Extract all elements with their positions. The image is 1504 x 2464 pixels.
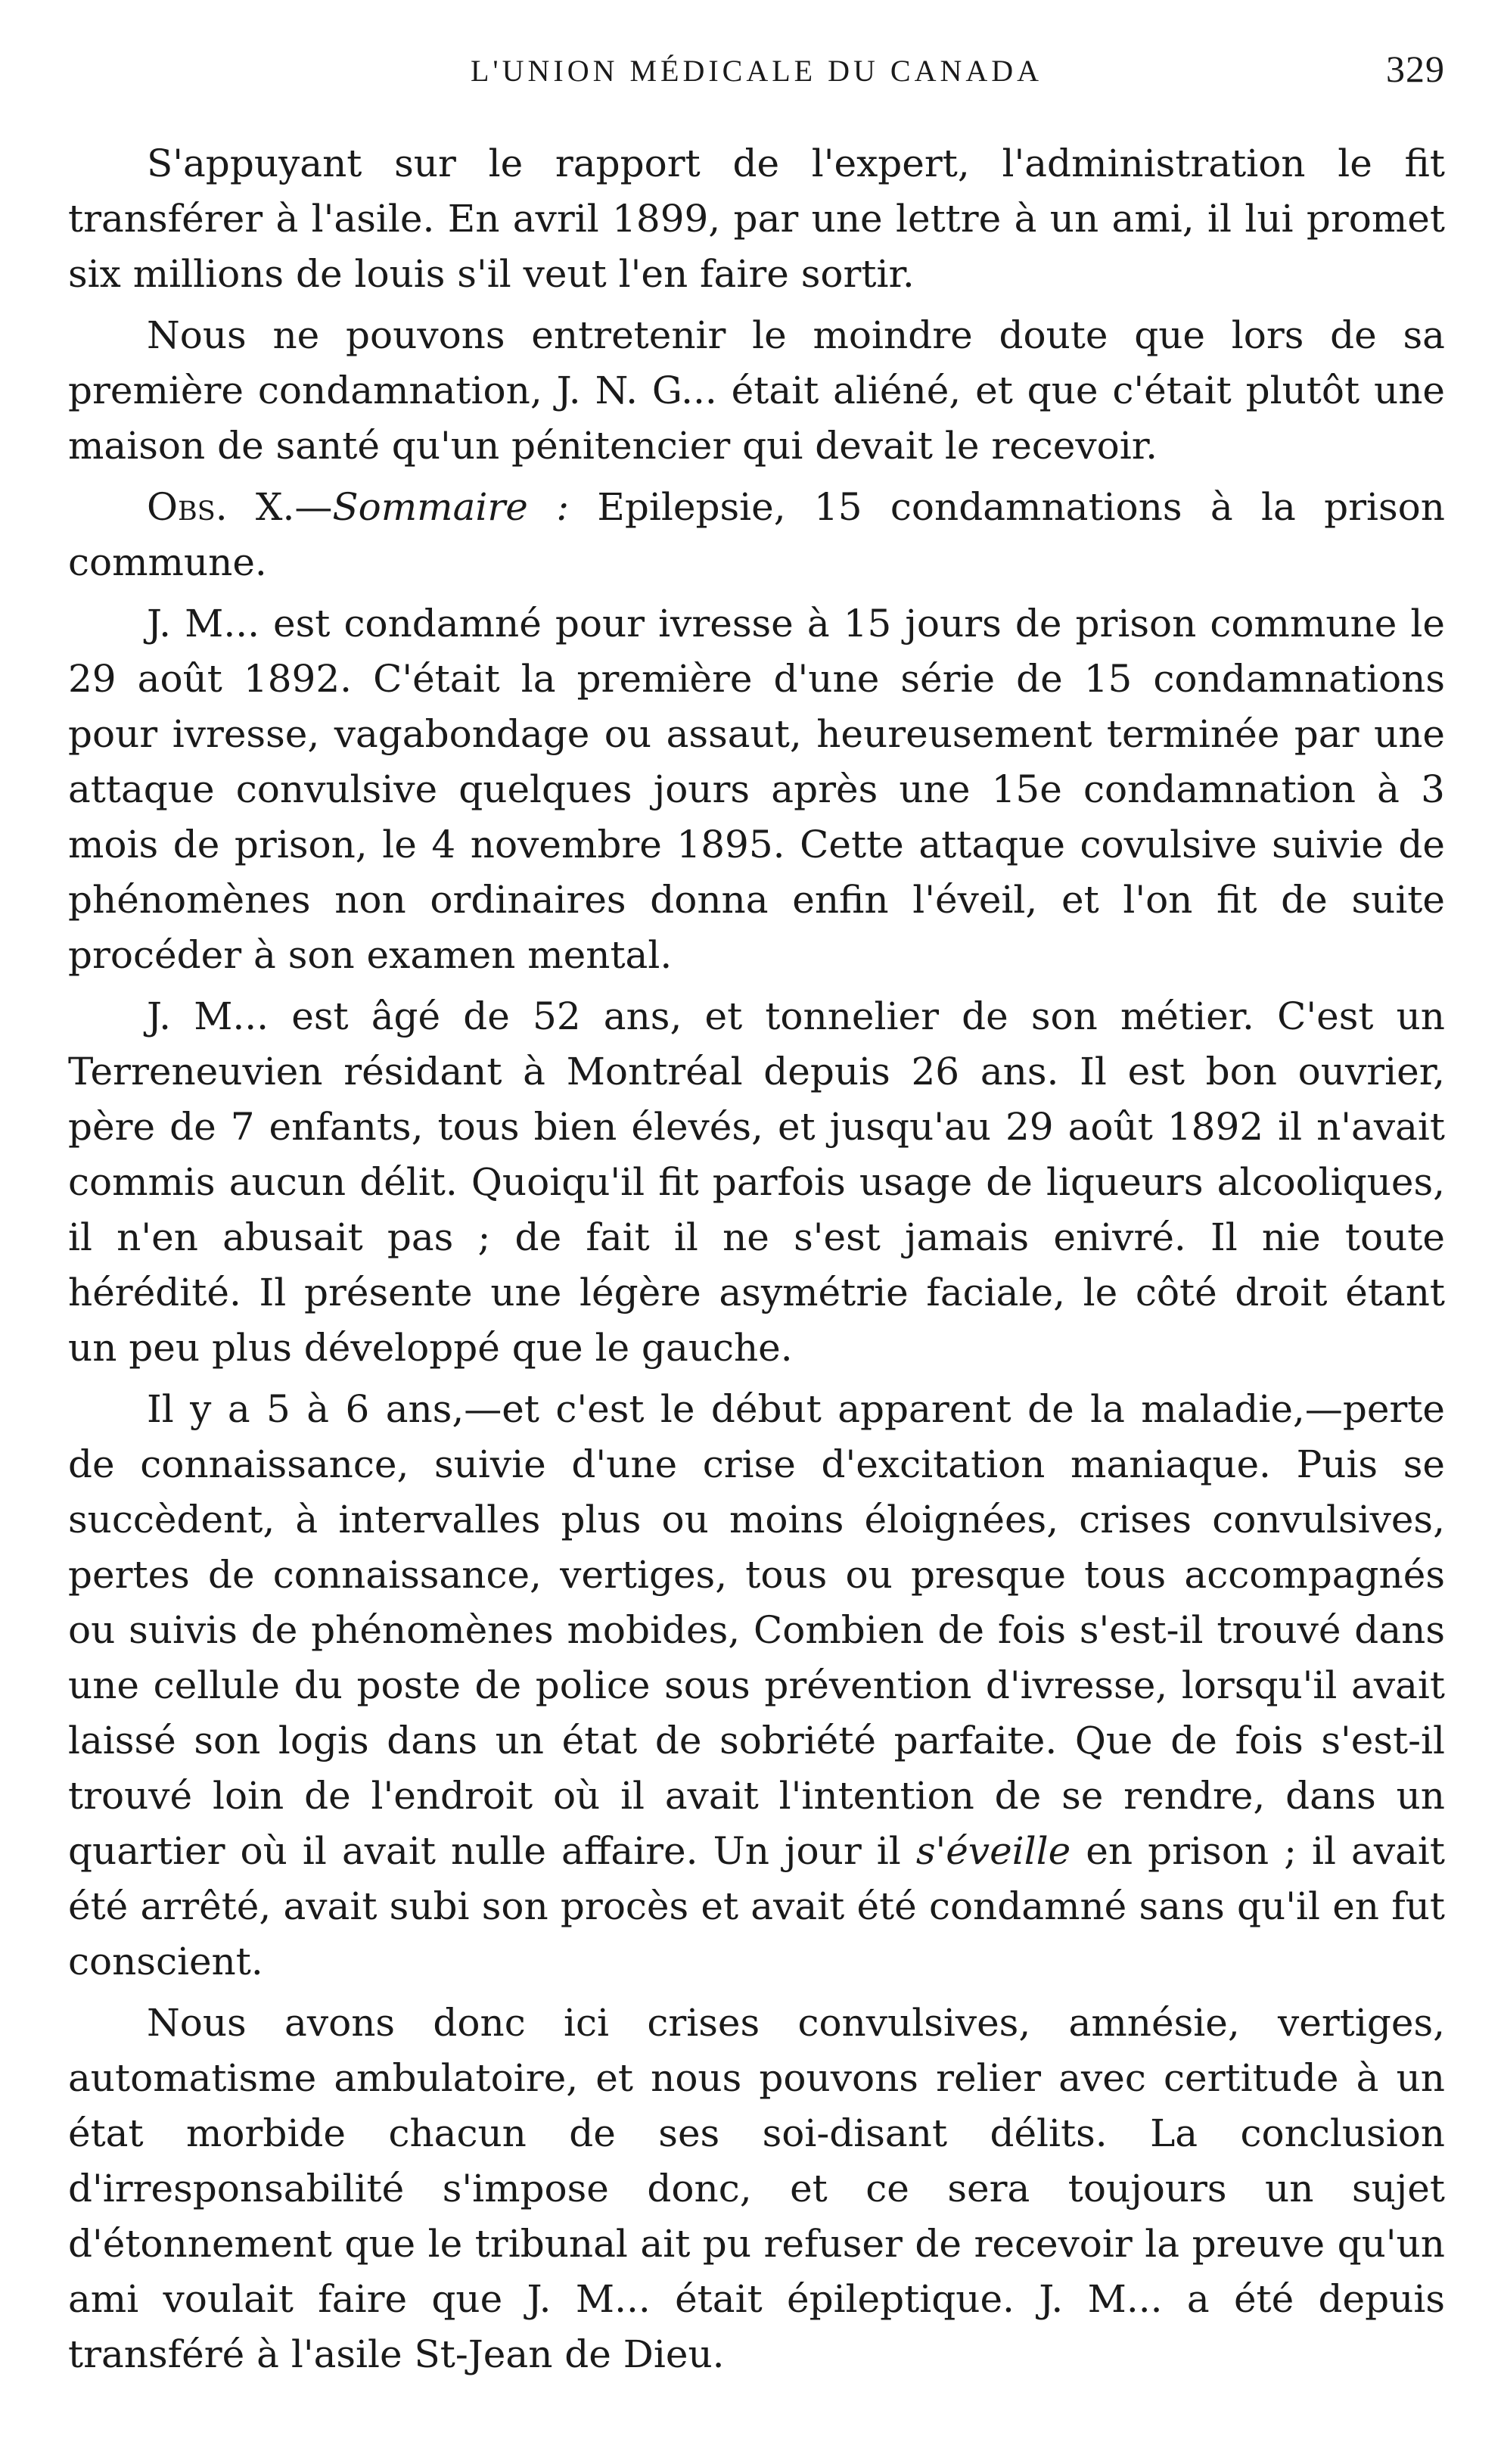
- italic-word: s'éveille: [915, 1829, 1071, 1873]
- article-body: [68, 136, 1445, 2388]
- running-header: [68, 47, 1445, 100]
- onset-text: Il y a 5 à 6 ans,—et c'est le début apparent de la maladie,—perte de connaissance, suivie d'une crise d'excitation maniaque. Puis se succèdent, à intervalles plus ou moins éloignées, crises convulsives, pertes de connaissance, vertiges, tous ou presque tous accompagnés ou suivis de phénomènes mobides, Combien de fois s'est-il trouvé dans une cellule du poste de police sous prévention d'ivresse, lorsqu'il avait laissé son logis dans un état de sobriété parfaite. Que de fois s'est-il trouvé loin de l'endroit où il avait l'intention de se rendre, dans un quartier où il avait nulle affaire. Un jour il: [68, 1387, 1445, 1873]
- paragraph-alienation-doubt: Nous ne pouvons entretenir le moindre doute que lors de sa première condamnation, J. N. G... était aliéné, et que c'était plutôt une maison de santé qu'un pénitencier qui devait le recevoir.: [68, 313, 1445, 468]
- paragraph-disease-onset: [68, 1382, 1445, 1990]
- em-dash: —: [294, 485, 333, 529]
- observation-summary: Epilepsie, 15 condamnations à la prison commune.: [68, 485, 1445, 584]
- sommaire-label: Sommaire :: [332, 485, 570, 529]
- journal-title: L'UNION MÉDICALE DU CANADA: [470, 54, 1043, 88]
- paragraph-condemnations: J. M... est condamné pour ivresse à 15 jours de prison commune le 29 août 1892. C'était la première d'une série de 15 condamnations pour ivresse, vagabondage ou assaut, heureusement terminée par une attaque convulsive quelques jours après une 15e condamnation à 3 mois de prison, le 4 novembre 1895. Cette attaque covulsive suivie de phénomènes non ordinaires donna enfin l'éveil, et l'on fit de suite procéder à son examen mental.: [68, 602, 1445, 977]
- paragraph-conclusion: Nous avons donc ici crises convulsives, amnésie, vertiges, automatisme ambulatoire, et nous pouvons relier avec certitude à un état morbide chacun de ses soi-disant délits. La conclusion d'irresponsabilité s'impose donc, et ce sera toujours un sujet d'étonnement que le tribunal ait pu refuser de recevoir la preuve qu'un ami voulait faire que J. M... était épileptique. J. M... a été depuis transféré à l'asile St-Jean de Dieu.: [68, 2001, 1445, 2376]
- page-number: 329: [1386, 48, 1445, 90]
- paragraph-observation-heading: [68, 480, 1445, 590]
- onset-text-end: en prison ; il avait été arrêté, avait subi son procès et avait été condamné sans qu'il en fut conscient.: [68, 1829, 1445, 1983]
- paragraph-patient-history: J. M... est âgé de 52 ans, et tonnelier de son métier. C'est un Terreneuvien résidant à Montréal depuis 26 ans. Il est bon ouvrier, père de 7 enfants, tous bien élevés, et jusqu'au 29 août 1892 il n'avait commis aucun délit. Quoiqu'il fit parfois usage de liqueurs alcooliques, il n'en abusait pas ; de fait il ne s'est jamais enivré. Il nie toute hérédité. Il présente une légère asymétrie faciale, le côté droit étant un peu plus développé que le gauche.: [68, 994, 1445, 1370]
- observation-label: Obs. X.: [147, 485, 295, 529]
- paragraph-transfer-to-asylum: S'appuyant sur le rapport de l'expert, l'administration le fit transférer à l'asile. En avril 1899, par une lettre à un ami, il lui promet six millions de louis s'il veut l'en faire sortir.: [68, 142, 1445, 296]
